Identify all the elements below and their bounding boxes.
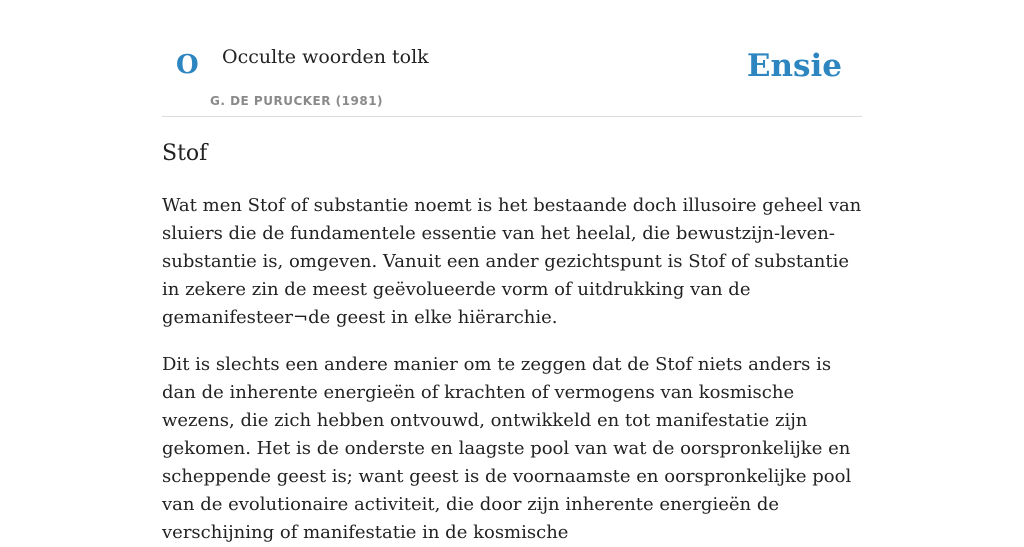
entry-paragraph: Dit is slechts een andere manier om te zeggen dat de Stof niets anders is dan de inherente energieën of krachten of vermogens van kosmische wezens, die zich hebben ontvouwd, ontwikkeld en tot manifestatie zijn gekomen. Het is de onderste en laagste pool van wat de oorspronkelijke en scheppende geest is; want geest is de voornaamste en oorspronkelijke pool van de evolutionaire activiteit, die door zijn inherente energieën de verschijning of manifestatie in de kosmische [162,353,852,543]
book-title-link[interactable]: Occulte woorden tolk [222,46,429,68]
author-label: G. DE PURUCKER (1981) [210,94,384,108]
header [162,0,862,117]
entry-content [162,140,862,547]
index-letter[interactable]: O [176,50,199,80]
entry-paragraph: Wat men Stof of substantie noemt is het bestaande doch illusoire geheel van sluiers die de fundamentele essentie van het heelal, die bewustzijn-leven-substantie is, omgeven. Vanuit een ander gezichtspunt is Stof of substantie in zekere zin de meest geëvolueerde vorm of uitdrukking van de gemanifesteer¬de geest in elke hiërarchie. [162,194,862,328]
ensie-logo[interactable]: Ensie [746,48,842,84]
entry-title: Stof [162,141,208,166]
